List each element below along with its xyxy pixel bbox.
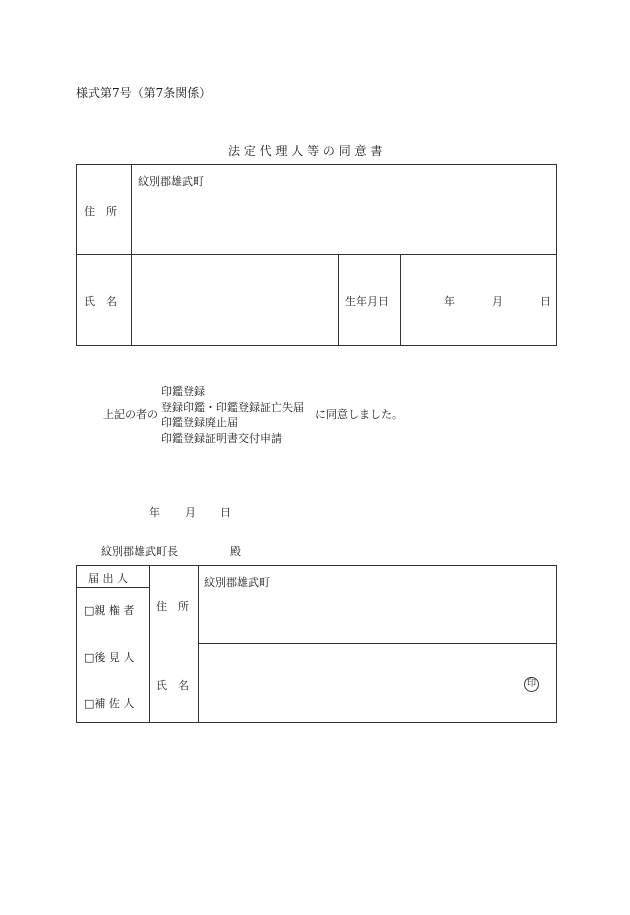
table2-mid-border	[198, 643, 557, 644]
table2-header-underline	[76, 587, 149, 588]
table1-top-border	[76, 164, 557, 165]
address-label: 住 所	[84, 205, 117, 218]
role-curator-checkbox[interactable]: □補 佐 人	[84, 697, 135, 710]
date-year: 年	[149, 506, 160, 519]
consent-prefix: 上記の者の	[103, 408, 158, 421]
role-guardian-checkbox[interactable]: □後 見 人	[84, 651, 135, 664]
table2-role-divider	[149, 565, 150, 723]
recipient-name: 紋別郡雄武町長	[101, 545, 178, 558]
recipient-honorific: 殿	[230, 545, 241, 558]
table2-right-border	[556, 565, 557, 723]
table1-right-border	[556, 164, 557, 346]
consent-option: 登録印鑑・印鑑登録証亡失届	[161, 401, 304, 414]
birth-day: 日	[540, 295, 551, 308]
table1-mid-border	[76, 254, 557, 255]
rep-name-label: 氏 名	[156, 679, 189, 692]
table1-name-divider	[338, 254, 339, 346]
form-number: 様式第7号（第7条関係）	[76, 86, 212, 100]
consent-option: 印鑑登録	[161, 385, 205, 398]
birth-date-label: 生年月日	[345, 295, 389, 308]
date-day: 日	[220, 506, 231, 519]
name-field[interactable]	[134, 260, 332, 340]
consent-option: 印鑑登録廃止届	[161, 416, 238, 429]
rep-name-field[interactable]	[202, 648, 512, 718]
birth-year: 年	[444, 295, 455, 308]
table1-bottom-border	[76, 345, 557, 346]
role-parental-authority-checkbox[interactable]: □親 権 者	[84, 604, 135, 617]
rep-address-value: 紋別郡雄武町	[204, 576, 270, 589]
address-value: 紋別郡雄武町	[138, 175, 204, 188]
consent-suffix: に同意しました。	[315, 408, 403, 421]
table1-left-border	[76, 164, 77, 346]
rep-address-label: 住 所	[156, 600, 189, 613]
table1-birth-divider	[400, 254, 401, 346]
document-title: 法 定 代 理 人 等 の 同 意 書	[228, 144, 383, 158]
name-label: 氏 名	[84, 295, 117, 308]
applicant-label: 届 出 人	[88, 572, 128, 585]
table2-label-divider	[198, 565, 199, 723]
table1-label-divider	[131, 164, 132, 346]
date-month: 月	[185, 506, 196, 519]
consent-option: 印鑑登録証明書交付申請	[161, 432, 282, 445]
table2-left-border	[76, 565, 77, 723]
birth-month: 月	[492, 295, 503, 308]
seal-mark: 印	[524, 677, 539, 692]
